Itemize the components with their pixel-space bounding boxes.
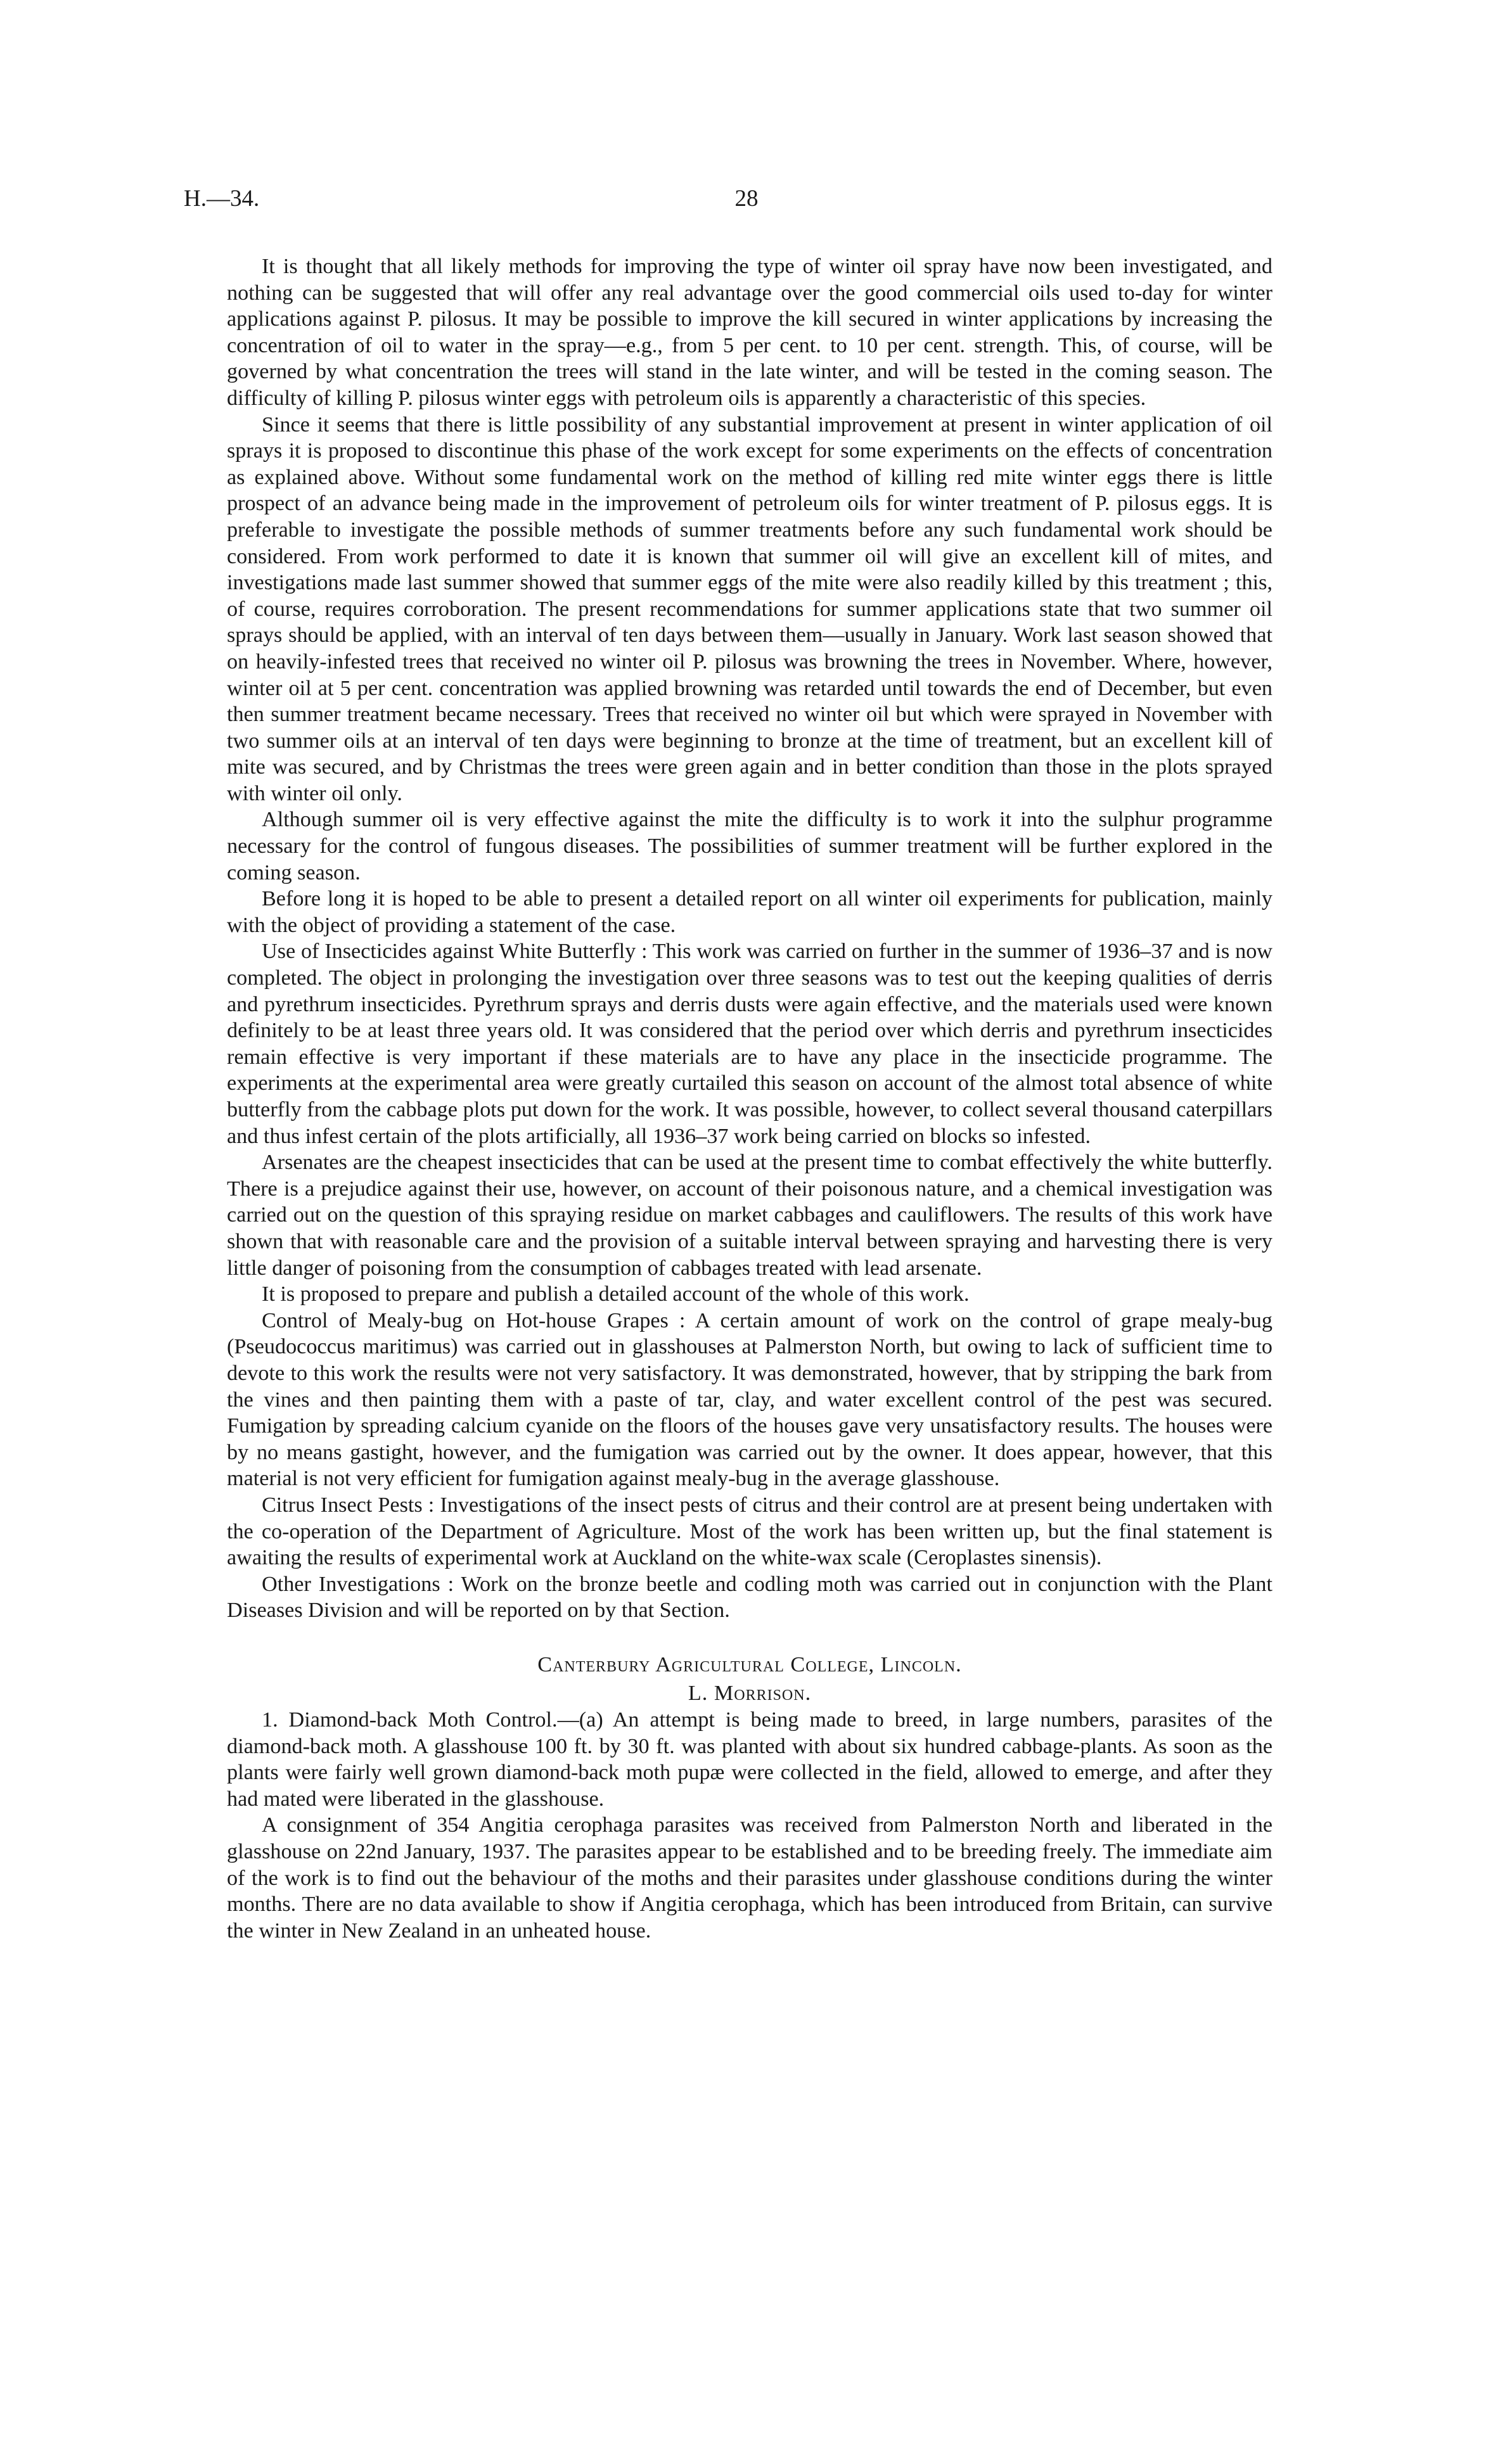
section-heading: Canterbury Agricultural College, Lincoln. bbox=[537, 1652, 962, 1676]
page-header bbox=[184, 185, 1309, 223]
paragraph: Use of Insecticides against White Butterfly : This work was carried on further in the summer of 1936–37 and is now completed. The object in prolonging the investigation over three seasons was to test out the keeping qualities of derris and pyrethrum insecticides. Pyrethrum sprays and derris dusts were again effective, and the materials used were known definitely to be at least three years old. It was considered that the period over which derris and pyrethrum insecticides remain effective is very important if these materials are to have any place in the insecticide programme. The experiments at the experimental area were greatly curtailed this season on account of the almost total absence of white butterfly from the cabbage plots put down for the work. It was possible, however, to collect several thousand caterpillars and thus infest certain of the plots artificially, all 1936–37 work being carried on blocks so infested. bbox=[227, 940, 1272, 1148]
page-number: 28 bbox=[734, 186, 759, 212]
paragraph: It is proposed to prepare and publish a detailed account of the whole of this work. bbox=[262, 1282, 970, 1306]
paragraph: A consignment of 354 Angitia cerophaga parasites was received from Palmerston North and liberated in the glasshouse on 22nd January, 1937. The parasites appear to be established and to be breeding freely. The immediate aim of the work is to find out the behaviour of the moths and their parasites under glasshouse conditions during the winter months. There are no data available to show if Angitia cerophaga, which has been introduced from Britain, can survive the winter in New Zealand in an unheated house. bbox=[227, 1813, 1272, 1943]
paragraph: Control of Mealy-bug on Hot-house Grapes : A certain amount of work on the control of grape mealy-bug (Pseudococcus maritimus) was carried out in glasshouses at Palmerston North, but owing to lack of sufficient time to devote to this work the results were not very satisfactory. It was demonstrated, however, that by stripping the bark from the vines and then painting them with a paste of tar, clay, and water excellent control of the pest was secured. Fumigation by spreading calcium cyanide on the floors of the houses gave very unsatisfactory results. The houses were by no means gastight, however, and the fumigation was carried out by the owner. It does appear, however, that this material is not very efficient for fumigation against mealy-bug in the average glasshouse. bbox=[227, 1308, 1272, 1491]
paragraph: Arsenates are the cheapest insecticides that can be used at the present time to combat effectively the white butterfly. There is a prejudice against their use, however, on account of their poisonous nature, and a chemical investigation was carried out on the question of this spraying residue on market cabbages and cauliflowers. The results of this work have shown that with reasonable care and the provision of a suitable interval between spraying and harvesting there is very little danger of poisoning from the consumption of cabbages treated with lead arsenate. bbox=[227, 1151, 1272, 1280]
paragraph: It is thought that all likely methods for improving the type of winter oil spray have now been investigated, and nothing can be suggested that will offer any real advantage over the good commercial oils used to-day for winter applications against P. pilosus. It may be possible to improve the kill secured in winter applications by increasing the concentration of oil to water in the spray—e.g., from 5 per cent. to 10 per cent. strength. This, of course, will be governed by what concentration the trees will stand in the late winter, and will be tested in the coming season. The difficulty of killing P. pilosus winter eggs with petroleum oils is apparently a characteristic of this species. bbox=[227, 255, 1272, 410]
document-body bbox=[227, 253, 1272, 1944]
report-reference: H.—34. bbox=[184, 186, 260, 212]
paragraph: Although summer oil is very effective against the mite the difficulty is to work it into the sulphur programme necessary for the control of fungous diseases. The possibilities of summer treatment will be further explored in the coming season. bbox=[227, 808, 1272, 884]
paragraph: Citrus Insect Pests : Investigations of the insect pests of citrus and their control are at present being undertaken with the co-operation of the Department of Agriculture. Most of the work has been written up, but the final statement is awaiting the results of experimental work at Auckland on the white-wax scale (Ceroplastes sinensis). bbox=[227, 1493, 1272, 1570]
paragraph: Before long it is hoped to be able to present a detailed report on all winter oil experiments for publication, mainly with the object of providing a statement of the case. bbox=[227, 887, 1272, 937]
paragraph: Since it seems that there is little possibility of any substantial improvement at present in winter application of oil sprays it is proposed to discontinue this phase of the work except for some experiments on the effects of concentration as explained above. Without some fundamental work on the method of killing red mite winter eggs there is little prospect of an advance being made in the improvement of petroleum oils for winter treatment of P. pilosus eggs. It is preferable to investigate the possible methods of summer treatments before any such fundamental work should be considered. From work performed to date it is known that summer oil will give an excellent kill of mites, and investigations made last summer showed that summer eggs of the mite were also readily killed by this treatment ; this, of course, requires corroboration. The present recommendations for summer applications state that two summer oil sprays should be applied, with an interval of ten days between them—usually in January. Work last season showed that on heavily-infested trees that received no winter oil P. pilosus was browning the trees in November. Where, however, winter oil at 5 per cent. concentration was applied browning was retarded until towards the end of December, but even then summer treatment became necessary. Trees that received no winter oil but which were sprayed in November with two summer oils at an interval of ten days were beginning to bronze at the time of treatment, but an excellent kill of mite was secured, and by Christmas the trees were green again and in better condition than those in the plots sprayed with winter oil only. bbox=[227, 412, 1272, 805]
paragraph: 1. Diamond-back Moth Control.—(a) An attempt is being made to breed, in large numbers, parasites of the diamond-back moth. A glasshouse 100 ft. by 30 ft. was planted with about six hundred cabbage-plants. As soon as the plants were fairly well grown diamond-back moth pupæ were collected in the field, allowed to emerge, and after they had mated were liberated in the glasshouse. bbox=[227, 1708, 1272, 1811]
paragraph: Other Investigations : Work on the bronze beetle and codling moth was carried out in conjunction with the Plant Diseases Division and will be reported on by that Section. bbox=[227, 1572, 1272, 1623]
section-author: L. Morrison. bbox=[688, 1682, 812, 1706]
